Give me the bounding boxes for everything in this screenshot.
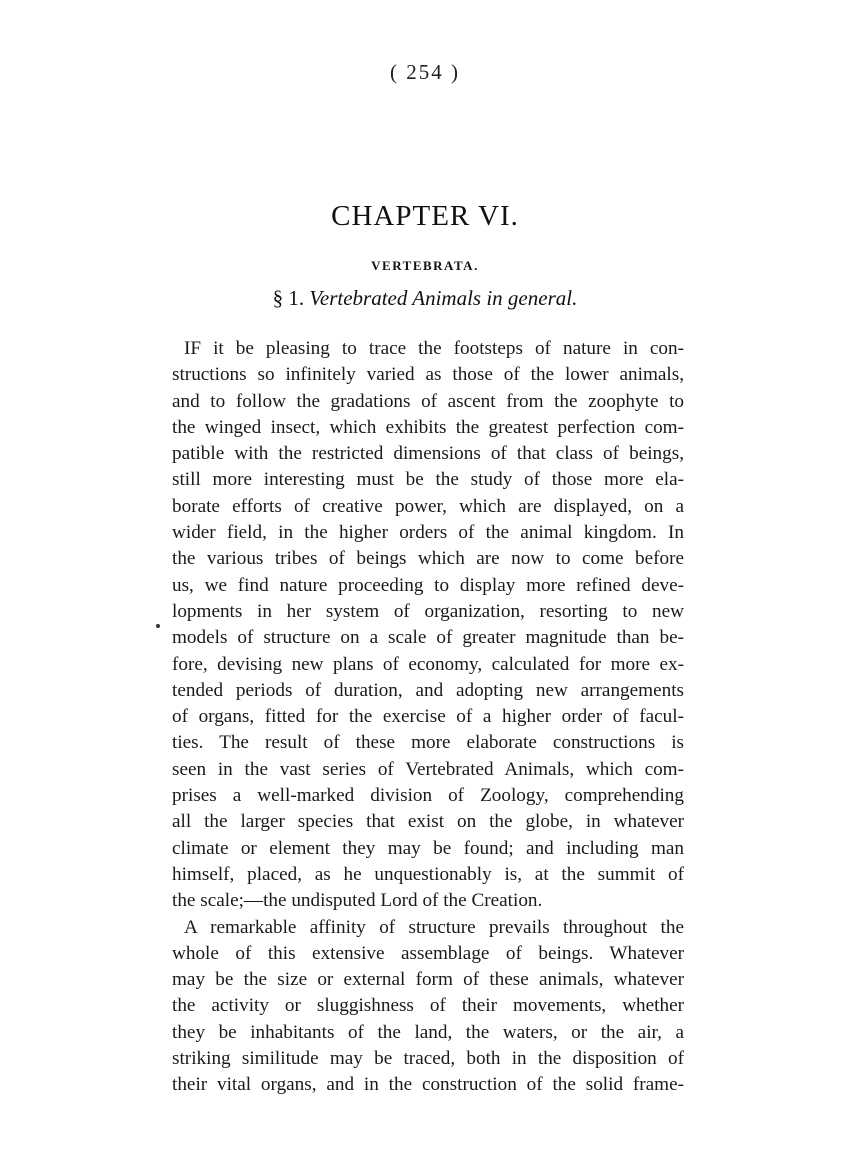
section-title: Vertebrated Animals in general. <box>309 286 578 310</box>
margin-mark <box>156 624 160 628</box>
text-line: of organs, fitted for the exercise of a higher order of facul- <box>172 706 684 728</box>
text-line: borate efforts of creative power, which are displayed, on a <box>172 495 684 517</box>
text-line: striking similitude may be traced, both in the disposition of <box>172 1048 684 1070</box>
text-line: lopments in her system of organization, resorting to new <box>172 600 684 622</box>
text-line: may be the size or external form of these animals, whatever <box>172 969 684 991</box>
text-line: himself, placed, as he unquestionably is, at the summit of <box>172 863 684 885</box>
text-line: us, we find nature proceeding to display more refined deve- <box>172 574 684 596</box>
chapter-subtitle: VERTEBRATA. <box>371 258 479 273</box>
text-line: models of structure on a scale of greater magnitude than be- <box>172 627 684 649</box>
text-line: whole of this extensive assemblage of beings. Whatever <box>172 942 684 964</box>
text-line: structions so infinitely varied as those of the lower animals, <box>172 364 684 386</box>
text-line: their vital organs, and in the construction of the solid frame- <box>172 1074 684 1096</box>
text-line: all the larger species that exist on the globe, in whatever <box>172 811 684 833</box>
chapter-title: CHAPTER VI. <box>331 200 519 232</box>
text-line: the activity or sluggishness of their movements, whether <box>172 995 684 1017</box>
section-mark: § 1. <box>272 286 305 310</box>
text-line: prises a well-marked division of Zoology, comprehending <box>172 785 684 807</box>
text-line: they be inhabitants of the land, the waters, or the air, a <box>172 1021 684 1043</box>
text-line: wider field, in the higher orders of the animal kingdom. In <box>172 522 684 544</box>
page-number: ( 254 ) <box>390 60 460 84</box>
text-line: climate or element they may be found; and including man <box>172 837 684 859</box>
text-line: ties. The result of these more elaborate constructions is <box>172 732 684 754</box>
body-text <box>172 336 684 1099</box>
section-heading <box>0 286 850 311</box>
text-line: still more interesting must be the study of those more ela- <box>172 469 684 491</box>
text-line: patible with the restricted dimensions of that class of beings, <box>172 443 684 465</box>
text-line: tended periods of duration, and adopting new arrangements <box>172 679 684 701</box>
text-line: the scale;—the undisputed Lord of the Creation. <box>172 890 543 912</box>
text-line: and to follow the gradations of ascent from the zoophyte to <box>172 390 684 412</box>
text-line: IF it be pleasing to trace the footsteps of nature in con- <box>184 338 684 359</box>
text-line: the various tribes of beings which are now to come before <box>172 548 684 570</box>
text-line: seen in the vast series of Vertebrated Animals, which com- <box>172 758 684 780</box>
text-line: A remarkable affinity of structure prevails throughout the <box>184 916 684 938</box>
text-line: fore, devising new plans of economy, calculated for more ex- <box>172 653 684 675</box>
text-line: the winged insect, which exhibits the greatest perfection com- <box>172 416 684 438</box>
